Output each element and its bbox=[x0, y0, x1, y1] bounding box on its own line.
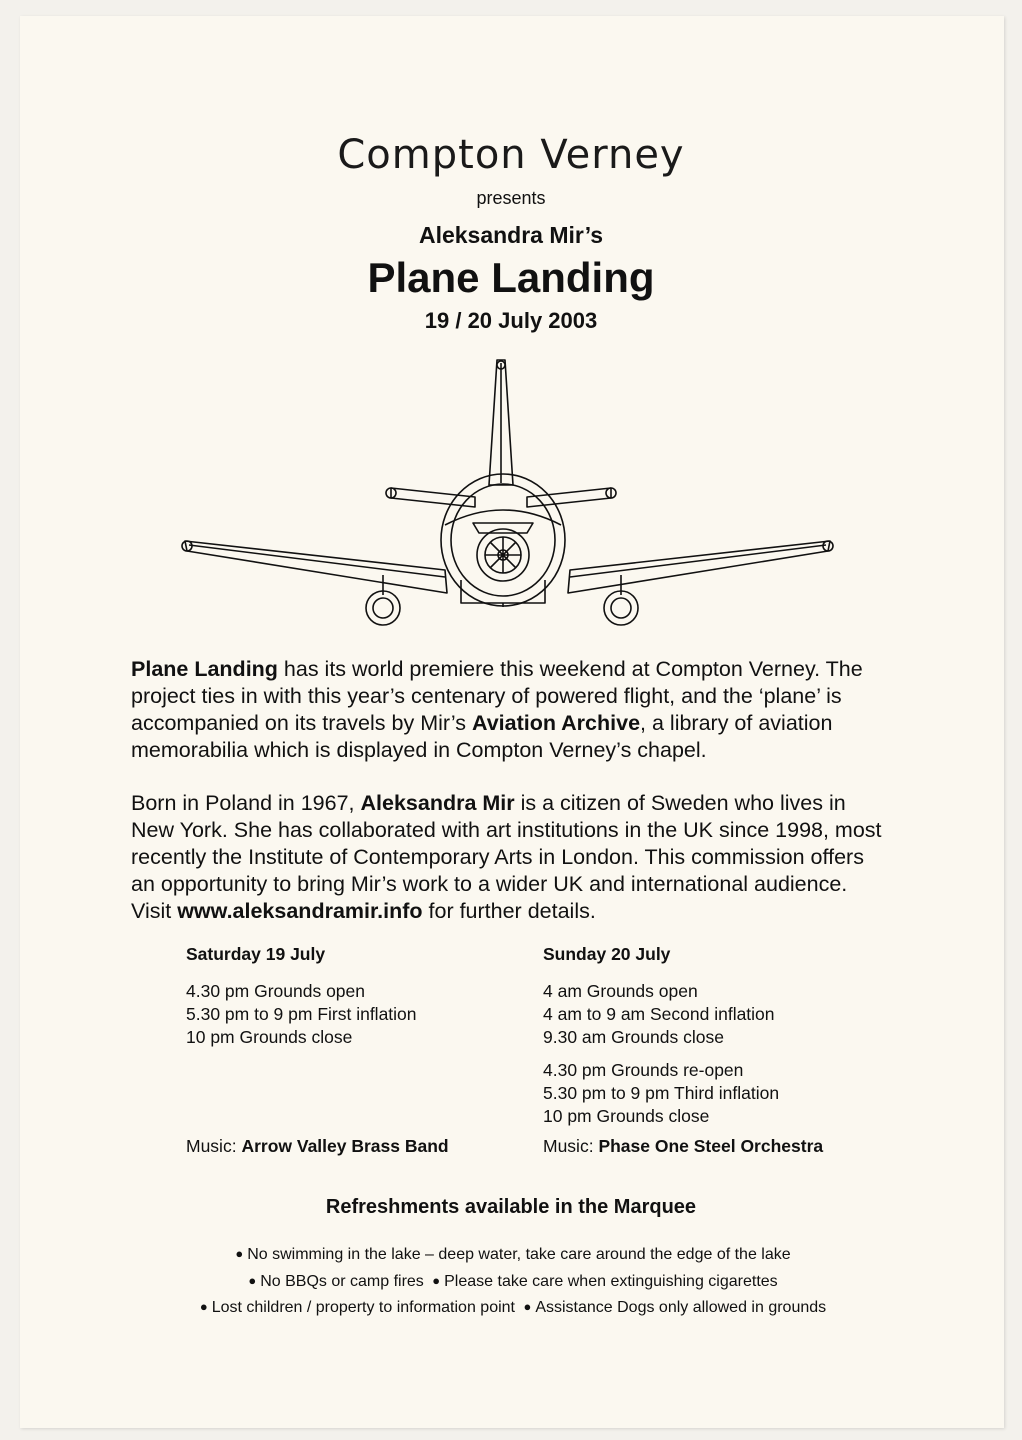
list-item: 5.30 pm to 9 pm Third inflation bbox=[543, 1083, 780, 1103]
sunday-music bbox=[543, 1136, 823, 1157]
music-label: Music: bbox=[543, 1136, 599, 1156]
bullet-icon: ● bbox=[235, 1246, 244, 1261]
website-link[interactable]: www.aleksandramir.info bbox=[177, 899, 423, 923]
notice-line bbox=[0, 1273, 1022, 1291]
sunday-heading: Sunday 20 July bbox=[543, 944, 671, 964]
venue-title: Compton Verney bbox=[337, 132, 685, 178]
sunday-band: Phase One Steel Orchestra bbox=[598, 1136, 824, 1156]
artist-name: Aleksandra Mir’s bbox=[418, 222, 604, 248]
list-item: 10 pm Grounds close bbox=[186, 1027, 353, 1047]
artist-text-1: Born in Poland in 1967, bbox=[131, 791, 361, 815]
artist-paragraph bbox=[131, 790, 891, 925]
notice-item: Assistance Dogs only allowed in grounds bbox=[535, 1299, 827, 1316]
presents-label: presents bbox=[476, 188, 546, 208]
intro-paragraph bbox=[131, 656, 891, 764]
airplane-icon bbox=[175, 355, 840, 640]
notice-line bbox=[0, 1299, 1022, 1317]
saturday-schedule bbox=[186, 943, 417, 1049]
bullet-icon: ● bbox=[523, 1299, 532, 1314]
event-title: Plane Landing bbox=[367, 254, 655, 301]
intro-text-1: has its world premiere this weekend at Compton Verney. The project ties in with this year’s centenary of powered flight, and the ‘plane’ is accompanied on its travels by Mir’s bbox=[131, 657, 863, 735]
artist-text-3: for further details. bbox=[422, 899, 596, 923]
aviation-archive-bold: Aviation Archive bbox=[471, 711, 641, 735]
intro-text-2: , a library of aviation memorabilia which is displayed in Compton Verney’s chapel. bbox=[131, 711, 833, 762]
sunday-schedule bbox=[543, 943, 779, 1128]
event-dates: 19 / 20 July 2003 bbox=[424, 308, 598, 333]
bullet-icon: ● bbox=[248, 1273, 257, 1288]
music-label: Music: bbox=[186, 1136, 242, 1156]
list-item: 5.30 pm to 9 pm First inflation bbox=[186, 1004, 417, 1024]
artist-name-bold: Aleksandra Mir bbox=[360, 791, 515, 815]
list-item: 4.30 pm Grounds re-open bbox=[543, 1060, 744, 1080]
bullet-icon: ● bbox=[432, 1273, 441, 1288]
saturday-heading: Saturday 19 July bbox=[186, 944, 326, 964]
notice-item: Lost children / property to information point bbox=[211, 1299, 515, 1316]
list-item: 4 am Grounds open bbox=[543, 981, 698, 1001]
list-item: 4.30 pm Grounds open bbox=[186, 981, 366, 1001]
list-item: 10 pm Grounds close bbox=[543, 1106, 710, 1126]
plane-landing-bold: Plane Landing bbox=[131, 657, 278, 681]
notice-line bbox=[0, 1246, 1022, 1264]
list-item: 9.30 am Grounds close bbox=[543, 1027, 724, 1047]
refreshments-heading: Refreshments available in the Marquee bbox=[325, 1196, 697, 1218]
artist-text-2: is a citizen of Sweden who lives in New York. She has collaborated with art institutions in the UK since 1998, most recently the Institute of Contemporary Arts in London. This commission offers an opportunity to bring Mir’s work to a wider UK and international audience. Visit bbox=[131, 791, 882, 923]
notice-item: Please take care when extinguishing cigarettes bbox=[444, 1273, 778, 1290]
list-item: 4 am to 9 am Second inflation bbox=[543, 1004, 775, 1024]
saturday-music bbox=[186, 1136, 449, 1157]
bullet-icon: ● bbox=[199, 1299, 208, 1314]
notice-item: No BBQs or camp fires bbox=[260, 1273, 424, 1290]
notice-item: No swimming in the lake – deep water, take care around the edge of the lake bbox=[247, 1246, 791, 1263]
saturday-band: Arrow Valley Brass Band bbox=[241, 1136, 449, 1156]
